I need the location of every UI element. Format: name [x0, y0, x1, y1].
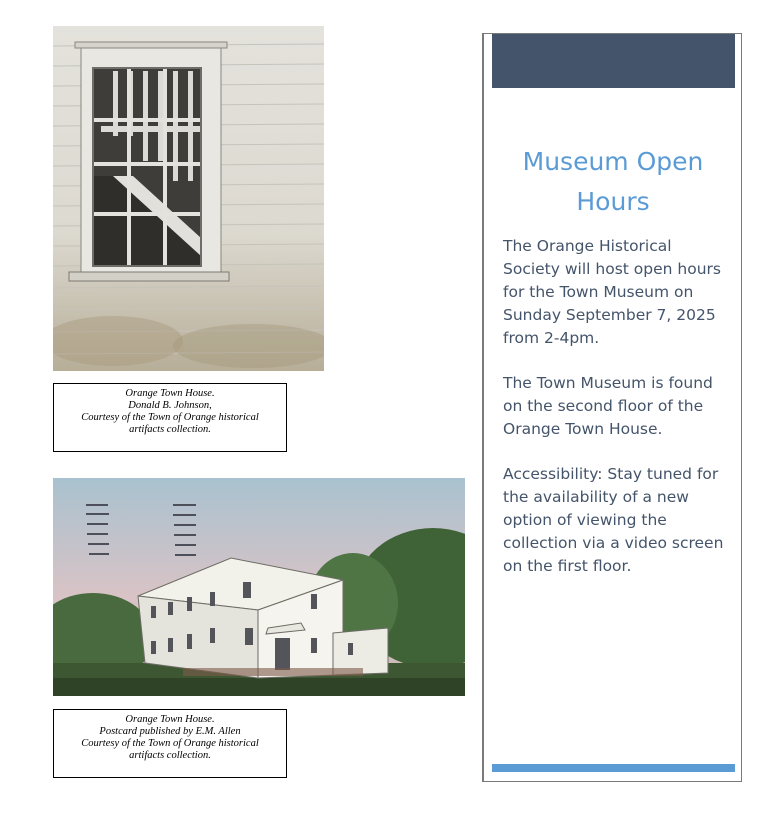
museum-hours-sidebar — [482, 33, 742, 782]
sidebar-title: Museum Open Hours — [522, 147, 704, 216]
sidebar-header-bar — [492, 34, 735, 88]
announcement-paragraph: The Orange Historical Society will host open hours for the Town Museum on Sunday September 7, 2025 from 2-4pm. — [503, 237, 721, 347]
sidebar-footer-bar — [492, 764, 735, 772]
window-sketch-image — [53, 26, 324, 371]
photo-caption: Orange Town House. Donald B. Johnson, Courtesy of the Town of Orange historical artifacts collection. — [53, 383, 287, 452]
accessibility-paragraph: Accessibility: Stay tuned for the availability of a new option of viewing the collection via a video screen on the first floor. — [503, 465, 724, 575]
photo-caption: Orange Town House. Postcard published by E.M. Allen Courtesy of the Town of Orange historical artifacts collection. — [53, 709, 287, 778]
location-paragraph: The Town Museum is found on the second floor of the Orange Town House. — [503, 374, 713, 438]
town-house-postcard-image — [53, 478, 465, 696]
